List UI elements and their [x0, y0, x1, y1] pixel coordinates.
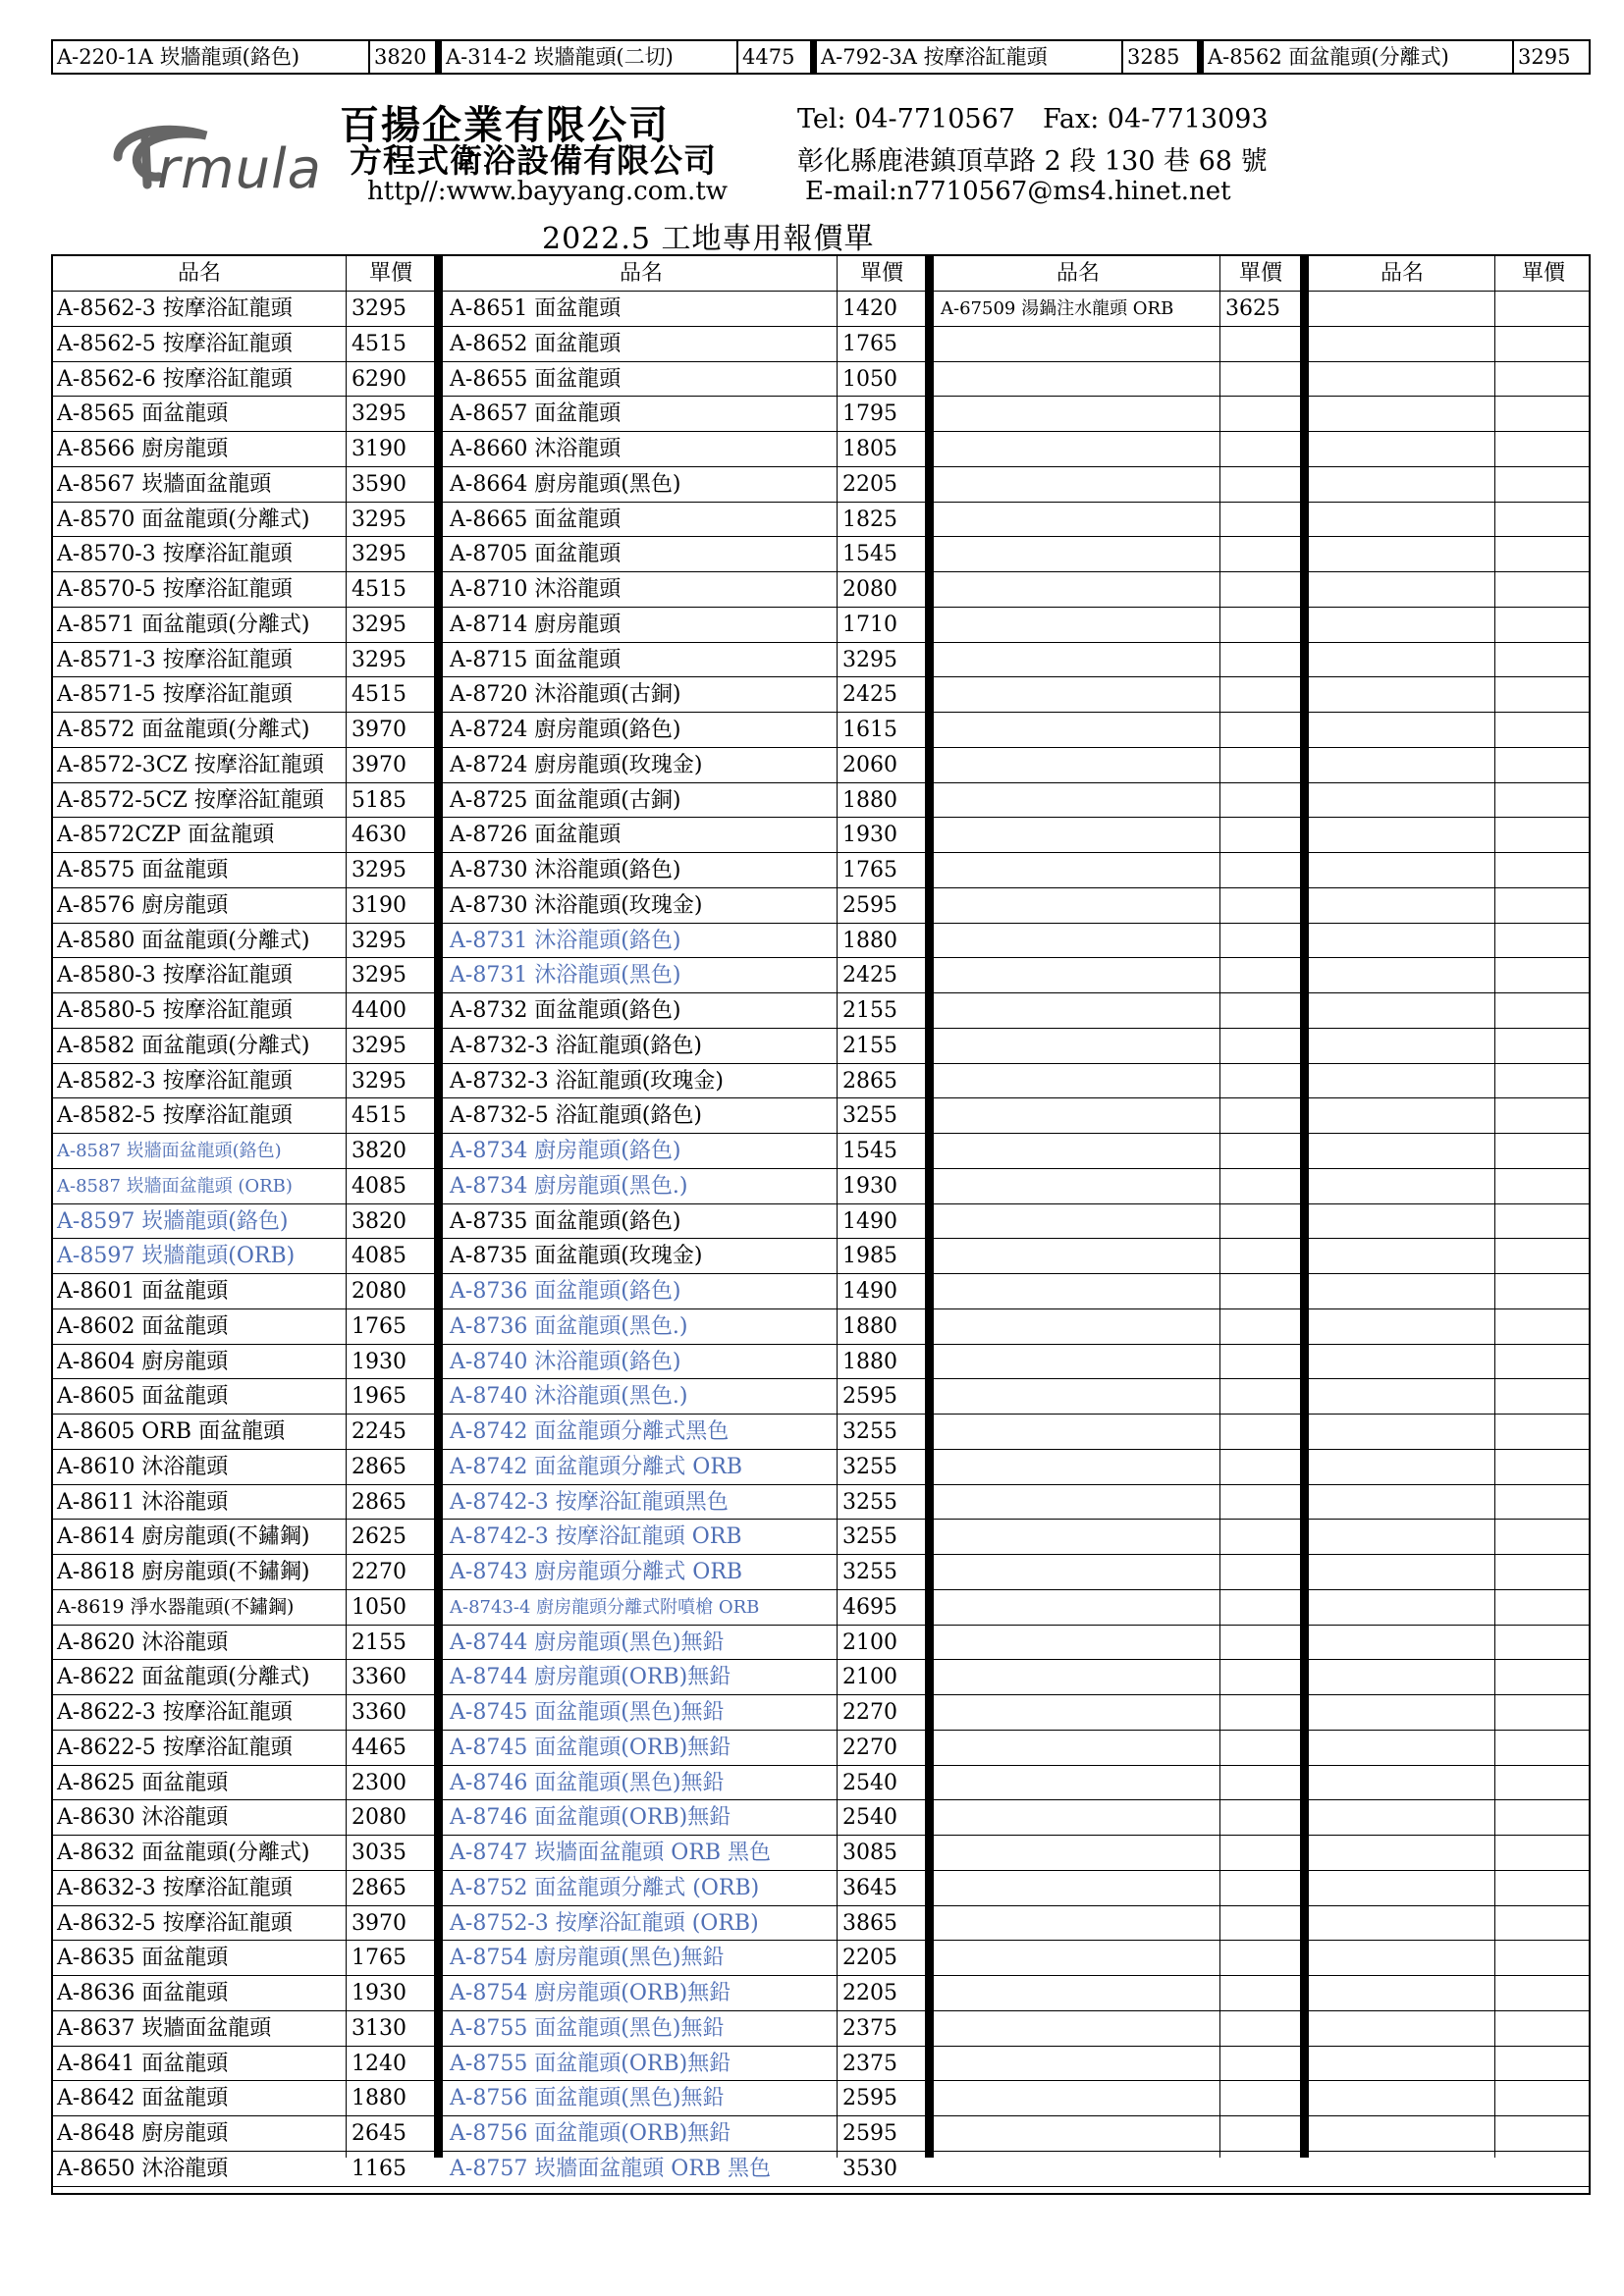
- product-name: A-8562-5 按摩浴缸龍頭: [57, 331, 293, 356]
- document-title: 2022.5 工地專用報價單: [542, 222, 875, 256]
- product-price: 3255: [842, 1454, 897, 1479]
- product-price: 1765: [842, 858, 897, 882]
- product-name: A-8752-3 按摩浴缸龍頭 (ORB): [450, 1910, 759, 1936]
- product-name: A-8755 面盆龍頭(ORB)無鉛: [450, 2051, 731, 2076]
- product-name: A-8636 面盆龍頭: [57, 1981, 229, 2005]
- column-header-price: 單價: [368, 261, 412, 286]
- product-name: A-8735 面盆龍頭(玫瑰金): [450, 1244, 703, 1269]
- product-name: A-8705 面盆龍頭: [450, 542, 622, 567]
- product-name: A-8714 廚房龍頭: [450, 612, 622, 637]
- website-link[interactable]: http//:www.bayyang.com.tw: [367, 177, 729, 206]
- product-price: 1050: [842, 366, 897, 392]
- product-name: A-8572-3CZ 按摩浴缸龍頭: [57, 752, 324, 777]
- product-price: 2425: [842, 963, 897, 988]
- product-price: 4085: [352, 1173, 406, 1199]
- product-name: A-8736 面盆龍頭(鉻色): [450, 1279, 681, 1304]
- product-name: A-8637 崁牆面盆龍頭: [57, 2015, 272, 2041]
- product-price: 1985: [842, 1244, 897, 1269]
- product-name: A-8614 廚房龍頭(不鏽鋼): [57, 1524, 310, 1550]
- product-price: 1880: [352, 2086, 406, 2111]
- product-name: A-8726 面盆龍頭: [450, 823, 622, 848]
- product-price: 4515: [352, 1103, 406, 1129]
- product-price: 5185: [352, 787, 406, 813]
- product-price: 2425: [842, 682, 897, 708]
- product-price: 1240: [352, 2051, 406, 2076]
- product-name: A-8571-3 按摩浴缸龍頭: [57, 647, 293, 672]
- product-name: A-8715 面盆龍頭: [450, 647, 622, 672]
- product-name: A-8632-5 按摩浴缸龍頭: [57, 1910, 293, 1936]
- product-name: A-8622-5 按摩浴缸龍頭: [57, 1735, 293, 1760]
- product-price: 3295: [352, 507, 406, 532]
- product-name: A-8625 面盆龍頭: [57, 1770, 229, 1795]
- product-name: A-8743-4 廚房龍頭分離式附噴槍 ORB: [450, 1596, 760, 1618]
- product-name: A-8743 廚房龍頭分離式 ORB: [450, 1560, 743, 1584]
- column-header-price: 單價: [1521, 261, 1565, 286]
- product-price: 4085: [352, 1244, 406, 1269]
- product-price: 1930: [842, 1173, 897, 1199]
- product-name: A-8580 面盆龍頭(分離式): [57, 928, 310, 953]
- product-price: 1490: [842, 1208, 897, 1234]
- product-name: A-8757 崁牆面盆龍頭 ORB 黑色: [450, 2156, 772, 2181]
- product-name: A-8731 沐浴龍頭(黑色): [450, 963, 681, 988]
- product-name: A-8745 面盆龍頭(ORB)無鉛: [450, 1735, 731, 1760]
- product-price: 4515: [352, 331, 406, 356]
- product-price: 1930: [842, 823, 897, 848]
- product-price: 4465: [352, 1735, 406, 1760]
- product-name: A-8710 沐浴龍頭: [450, 577, 622, 602]
- column-divider: [1494, 256, 1495, 2158]
- product-price: 2080: [842, 577, 897, 602]
- product-price: 3295: [352, 928, 406, 953]
- product-name: A-8744 廚房龍頭(黑色)無鉛: [450, 1629, 725, 1655]
- product-name: A-8655 面盆龍頭: [450, 366, 622, 392]
- product-price: 3255: [842, 1560, 897, 1584]
- product-price: 1965: [352, 1384, 406, 1410]
- product-name: A-8620 沐浴龍頭: [57, 1629, 229, 1655]
- product-name: A-8635 面盆龍頭: [57, 1946, 229, 1971]
- company-subname: 方程式衛浴設備有限公司: [350, 141, 717, 180]
- product-price: 3190: [352, 437, 406, 461]
- product-price: 1765: [352, 1946, 406, 1971]
- product-name: A-8730 沐浴龍頭(鉻色): [450, 858, 681, 882]
- product-price: 2595: [842, 2086, 897, 2111]
- product-price: 2080: [352, 1805, 406, 1831]
- telephone: Tel: 04-7710567: [797, 104, 1015, 134]
- product-name: A-8642 面盆龍頭: [57, 2086, 229, 2111]
- product-name: A-8734 廚房龍頭(黑色.): [450, 1173, 688, 1199]
- top-item-name: A-220-1A 崁牆龍頭(鉻色): [53, 41, 370, 73]
- product-price: 4515: [352, 682, 406, 708]
- product-name: A-8632-3 按摩浴缸龍頭: [57, 1875, 293, 1900]
- product-price: 3035: [352, 1841, 406, 1865]
- product-name: A-8742 面盆龍頭分離式黑色: [450, 1419, 730, 1444]
- product-price: 2100: [842, 1665, 897, 1690]
- top-item-price: 3820: [370, 41, 442, 73]
- product-name: A-8610 沐浴龍頭: [57, 1454, 229, 1479]
- product-name: A-8622-3 按摩浴缸龍頭: [57, 1700, 293, 1725]
- product-price: 3295: [352, 1068, 406, 1094]
- product-price: 2595: [842, 892, 897, 918]
- product-name: A-8622 面盆龍頭(分離式): [57, 1665, 310, 1690]
- product-price: 1805: [842, 437, 897, 461]
- product-price: 3970: [352, 752, 406, 777]
- product-name: A-8648 廚房龍頭: [57, 2121, 229, 2146]
- product-price: 3295: [352, 612, 406, 637]
- product-name: A-8582 面盆龍頭(分離式): [57, 1033, 310, 1058]
- company-name: 百揚企業有限公司: [340, 102, 670, 148]
- product-price: 4630: [352, 823, 406, 848]
- product-price: 3295: [352, 858, 406, 882]
- column-divider: [1300, 256, 1309, 2158]
- product-price: 2080: [352, 1279, 406, 1304]
- logo-text: rmula: [157, 137, 322, 201]
- product-price: 3970: [352, 1910, 406, 1936]
- product-name: A-8732-5 浴缸龍頭(鉻色): [450, 1103, 702, 1129]
- product-name: A-8736 面盆龍頭(黑色.): [450, 1313, 688, 1339]
- product-price: 2540: [842, 1770, 897, 1795]
- product-name: A-8582-5 按摩浴缸龍頭: [57, 1103, 293, 1129]
- product-name: A-8657 面盆龍頭: [450, 401, 622, 427]
- product-price: 1765: [842, 331, 897, 356]
- product-name: A-8650 沐浴龍頭: [57, 2156, 229, 2181]
- product-price: 1420: [842, 296, 897, 321]
- top-item-name: A-314-2 崁牆龍頭(二切): [442, 41, 738, 73]
- product-name: A-8567 崁牆面盆龍頭: [57, 471, 272, 497]
- product-name: A-8756 面盆龍頭(ORB)無鉛: [450, 2121, 731, 2146]
- product-name: A-8580-5 按摩浴缸龍頭: [57, 998, 293, 1023]
- product-price: 1165: [352, 2156, 406, 2181]
- top-item-name: A-8562 面盆龍頭(分離式): [1204, 41, 1514, 73]
- product-price: 2245: [352, 1419, 406, 1444]
- product-name: A-8565 面盆龍頭: [57, 401, 229, 427]
- product-name: A-8611 沐浴龍頭: [57, 1489, 229, 1515]
- product-name: A-8566 廚房龍頭: [57, 437, 229, 461]
- product-price: 3295: [352, 542, 406, 567]
- product-price: 3645: [842, 1875, 897, 1900]
- product-name: A-8604 廚房龍頭: [57, 1349, 229, 1374]
- product-price: 3360: [352, 1665, 406, 1690]
- product-price: 1880: [842, 787, 897, 813]
- product-price: 3295: [842, 647, 897, 672]
- product-name: A-8632 面盆龍頭(分離式): [57, 1841, 310, 1865]
- product-price: 2100: [842, 1629, 897, 1655]
- product-name: A-8720 沐浴龍頭(古銅): [450, 682, 681, 708]
- product-price: 2645: [352, 2121, 406, 2146]
- top-item-name: A-792-3A 按摩浴缸龍頭: [817, 41, 1123, 73]
- product-price: 1795: [842, 401, 897, 427]
- product-name: A-8752 面盆龍頭分離式 (ORB): [450, 1875, 760, 1900]
- product-name: A-8755 面盆龍頭(黑色)無鉛: [450, 2015, 725, 2041]
- product-name: A-8576 廚房龍頭: [57, 892, 229, 918]
- product-price: 1545: [842, 542, 897, 567]
- product-name: A-8587 崁牆面盆龍頭 (ORB): [57, 1175, 293, 1197]
- product-price: 1545: [842, 1139, 897, 1163]
- product-name: A-8570-5 按摩浴缸龍頭: [57, 577, 293, 602]
- product-name: A-8754 廚房龍頭(黑色)無鉛: [450, 1946, 725, 1971]
- product-name: A-8746 面盆龍頭(ORB)無鉛: [450, 1805, 731, 1831]
- top-item-price: 4475: [738, 41, 817, 73]
- column-divider: [925, 256, 934, 2158]
- product-price: 6290: [352, 366, 406, 392]
- email-link[interactable]: E-mail:n7710567@ms4.hinet.net: [805, 177, 1231, 206]
- product-price: 3255: [842, 1524, 897, 1550]
- product-name: A-8665 面盆龍頭: [450, 507, 622, 532]
- product-price: 1050: [352, 1594, 406, 1620]
- product-name: A-8664 廚房龍頭(黑色): [450, 471, 681, 497]
- product-name: A-8742-3 按摩浴缸龍頭 ORB: [450, 1524, 742, 1550]
- address: 彰化縣鹿港鎮頂草路 2 段 130 巷 68 號: [797, 146, 1268, 177]
- product-price: 3255: [842, 1489, 897, 1515]
- product-name: A-8735 面盆龍頭(鉻色): [450, 1208, 681, 1234]
- product-name: A-8582-3 按摩浴缸龍頭: [57, 1068, 293, 1094]
- product-name: A-8724 廚房龍頭(玫瑰金): [450, 752, 703, 777]
- product-price: 3130: [352, 2015, 406, 2041]
- product-name: A-8572CZP 面盆龍頭: [57, 823, 275, 848]
- product-price: 2595: [842, 2121, 897, 2146]
- column-divider: [1219, 256, 1220, 2158]
- product-name: A-8740 沐浴龍頭(黑色.): [450, 1384, 688, 1410]
- product-name: A-8570 面盆龍頭(分離式): [57, 507, 310, 532]
- product-price: 2865: [842, 1068, 897, 1094]
- product-price: 1710: [842, 612, 897, 637]
- product-name: A-8660 沐浴龍頭: [450, 437, 622, 461]
- product-price: 3865: [842, 1910, 897, 1936]
- product-name: A-8732-3 浴缸龍頭(玫瑰金): [450, 1068, 724, 1094]
- product-name: A-8571 面盆龍頭(分離式): [57, 612, 310, 637]
- column-header-name: 品名: [1056, 261, 1100, 286]
- top-price-strip: [51, 39, 1591, 75]
- product-price: 2205: [842, 1946, 897, 1971]
- product-price: 2865: [352, 1489, 406, 1515]
- product-name: A-8730 沐浴龍頭(玫瑰金): [450, 892, 703, 918]
- product-name: A-8731 沐浴龍頭(鉻色): [450, 928, 681, 953]
- product-price: 2155: [842, 998, 897, 1023]
- product-name: A-8725 面盆龍頭(古銅): [450, 787, 681, 813]
- product-price: 3820: [352, 1139, 406, 1163]
- product-name: A-8742 面盆龍頭分離式 ORB: [450, 1454, 743, 1479]
- product-name: A-8745 面盆龍頭(黑色)無鉛: [450, 1700, 725, 1725]
- product-price: 2540: [842, 1805, 897, 1831]
- product-price: 4400: [352, 998, 406, 1023]
- product-name: A-8746 面盆龍頭(黑色)無鉛: [450, 1770, 725, 1795]
- product-name: A-8651 面盆龍頭: [450, 296, 622, 321]
- product-price: 3970: [352, 718, 406, 742]
- product-name: A-8724 廚房龍頭(鉻色): [450, 718, 681, 742]
- product-price: 4515: [352, 577, 406, 602]
- product-price: 2595: [842, 1384, 897, 1410]
- product-name: A-8641 面盆龍頭: [57, 2051, 229, 2076]
- product-price: 1930: [352, 1349, 406, 1374]
- product-name: A-8619 淨水器龍頭(不鏽鋼): [57, 1595, 295, 1618]
- product-price: 1880: [842, 928, 897, 953]
- product-price: 3295: [352, 401, 406, 427]
- product-price: 3190: [352, 892, 406, 918]
- product-price: 2375: [842, 2051, 897, 2076]
- product-price: 3295: [352, 296, 406, 321]
- product-name: A-8754 廚房龍頭(ORB)無鉛: [450, 1981, 731, 2005]
- product-name: A-8562-6 按摩浴缸龍頭: [57, 366, 293, 392]
- top-item-price: 3295: [1518, 45, 1571, 69]
- column-divider: [346, 256, 347, 2158]
- product-price: 2270: [352, 1560, 406, 1584]
- product-price: 2060: [842, 752, 897, 777]
- product-price: 1930: [352, 1981, 406, 2005]
- fax-number: Fax: 04-7713093: [1043, 104, 1269, 134]
- column-header-name: 品名: [177, 261, 221, 286]
- product-name: A-8587 崁牆面盆龍頭(鉻色): [57, 1141, 282, 1161]
- product-price: 2205: [842, 471, 897, 497]
- product-price: 3255: [842, 1419, 897, 1444]
- product-price: 1825: [842, 507, 897, 532]
- product-name: A-8575 面盆龍頭: [57, 858, 229, 882]
- product-name: A-8747 崁牆面盆龍頭 ORB 黑色: [450, 1841, 772, 1865]
- product-price: 2155: [352, 1629, 406, 1655]
- product-price: 2300: [352, 1770, 406, 1795]
- product-price: 2865: [352, 1875, 406, 1900]
- product-name: A-8630 沐浴龍頭: [57, 1805, 229, 1831]
- product-name: A-8618 廚房龍頭(不鏽鋼): [57, 1560, 310, 1584]
- product-name: A-8756 面盆龍頭(黑色)無鉛: [450, 2086, 725, 2111]
- product-name: A-8572-5CZ 按摩浴缸龍頭: [57, 787, 324, 813]
- product-name: A-8597 崁牆龍頭(ORB): [57, 1244, 296, 1269]
- product-price: 2155: [842, 1033, 897, 1058]
- product-price: 2270: [842, 1700, 897, 1725]
- column-header-name: 品名: [619, 261, 663, 286]
- product-name: A-8571-5 按摩浴缸龍頭: [57, 682, 293, 708]
- product-price: 1765: [352, 1313, 406, 1339]
- product-price: 2270: [842, 1735, 897, 1760]
- product-name: A-8562-3 按摩浴缸龍頭: [57, 296, 293, 321]
- product-price: 3590: [352, 471, 406, 497]
- product-price: 1490: [842, 1279, 897, 1304]
- product-price: 2625: [352, 1524, 406, 1550]
- product-name: A-8744 廚房龍頭(ORB)無鉛: [450, 1665, 731, 1690]
- product-price: 3820: [352, 1208, 406, 1234]
- column-divider: [434, 256, 443, 2158]
- product-price: 3255: [842, 1103, 897, 1129]
- product-price: 3360: [352, 1700, 406, 1725]
- product-name: A-8742-3 按摩浴缸龍頭黑色: [450, 1489, 729, 1515]
- product-name: A-8605 ORB 面盆龍頭: [57, 1419, 286, 1444]
- product-name: A-8734 廚房龍頭(鉻色): [450, 1139, 681, 1163]
- product-price: 3085: [842, 1841, 897, 1865]
- product-price: 3295: [352, 647, 406, 672]
- product-name: A-8572 面盆龍頭(分離式): [57, 718, 310, 742]
- product-name: A-8601 面盆龍頭: [57, 1279, 229, 1304]
- product-price: 1880: [842, 1313, 897, 1339]
- column-divider: [837, 256, 838, 2158]
- product-name: A-8570-3 按摩浴缸龍頭: [57, 542, 293, 567]
- product-price: 3625: [1225, 296, 1280, 321]
- product-price: 2865: [352, 1454, 406, 1479]
- product-price: 3295: [352, 1033, 406, 1058]
- product-name: A-8732 面盆龍頭(鉻色): [450, 998, 681, 1023]
- top-item-price: 3285: [1123, 41, 1204, 73]
- product-price: 3530: [842, 2156, 897, 2181]
- product-price: 1615: [842, 718, 897, 742]
- column-header-price: 單價: [859, 261, 903, 286]
- product-price: 2375: [842, 2015, 897, 2041]
- column-header-price: 單價: [1238, 261, 1282, 286]
- product-price: 2205: [842, 1981, 897, 2005]
- product-name: A-8602 面盆龍頭: [57, 1313, 229, 1339]
- product-name: A-8740 沐浴龍頭(鉻色): [450, 1349, 681, 1374]
- product-name: A-8605 面盆龍頭: [57, 1384, 229, 1410]
- product-price: 3295: [352, 963, 406, 988]
- column-header-name: 品名: [1380, 261, 1424, 286]
- price-table: [51, 254, 1591, 2195]
- product-name: A-8597 崁牆龍頭(鉻色): [57, 1208, 289, 1234]
- product-name: A-8732-3 浴缸龍頭(鉻色): [450, 1033, 702, 1058]
- product-name: A-8652 面盆龍頭: [450, 331, 622, 356]
- product-name: A-67509 湯鍋注水龍頭 ORB: [941, 298, 1174, 319]
- product-name: A-8580-3 按摩浴缸龍頭: [57, 963, 293, 988]
- product-price: 4695: [842, 1594, 897, 1620]
- product-price: 1880: [842, 1349, 897, 1374]
